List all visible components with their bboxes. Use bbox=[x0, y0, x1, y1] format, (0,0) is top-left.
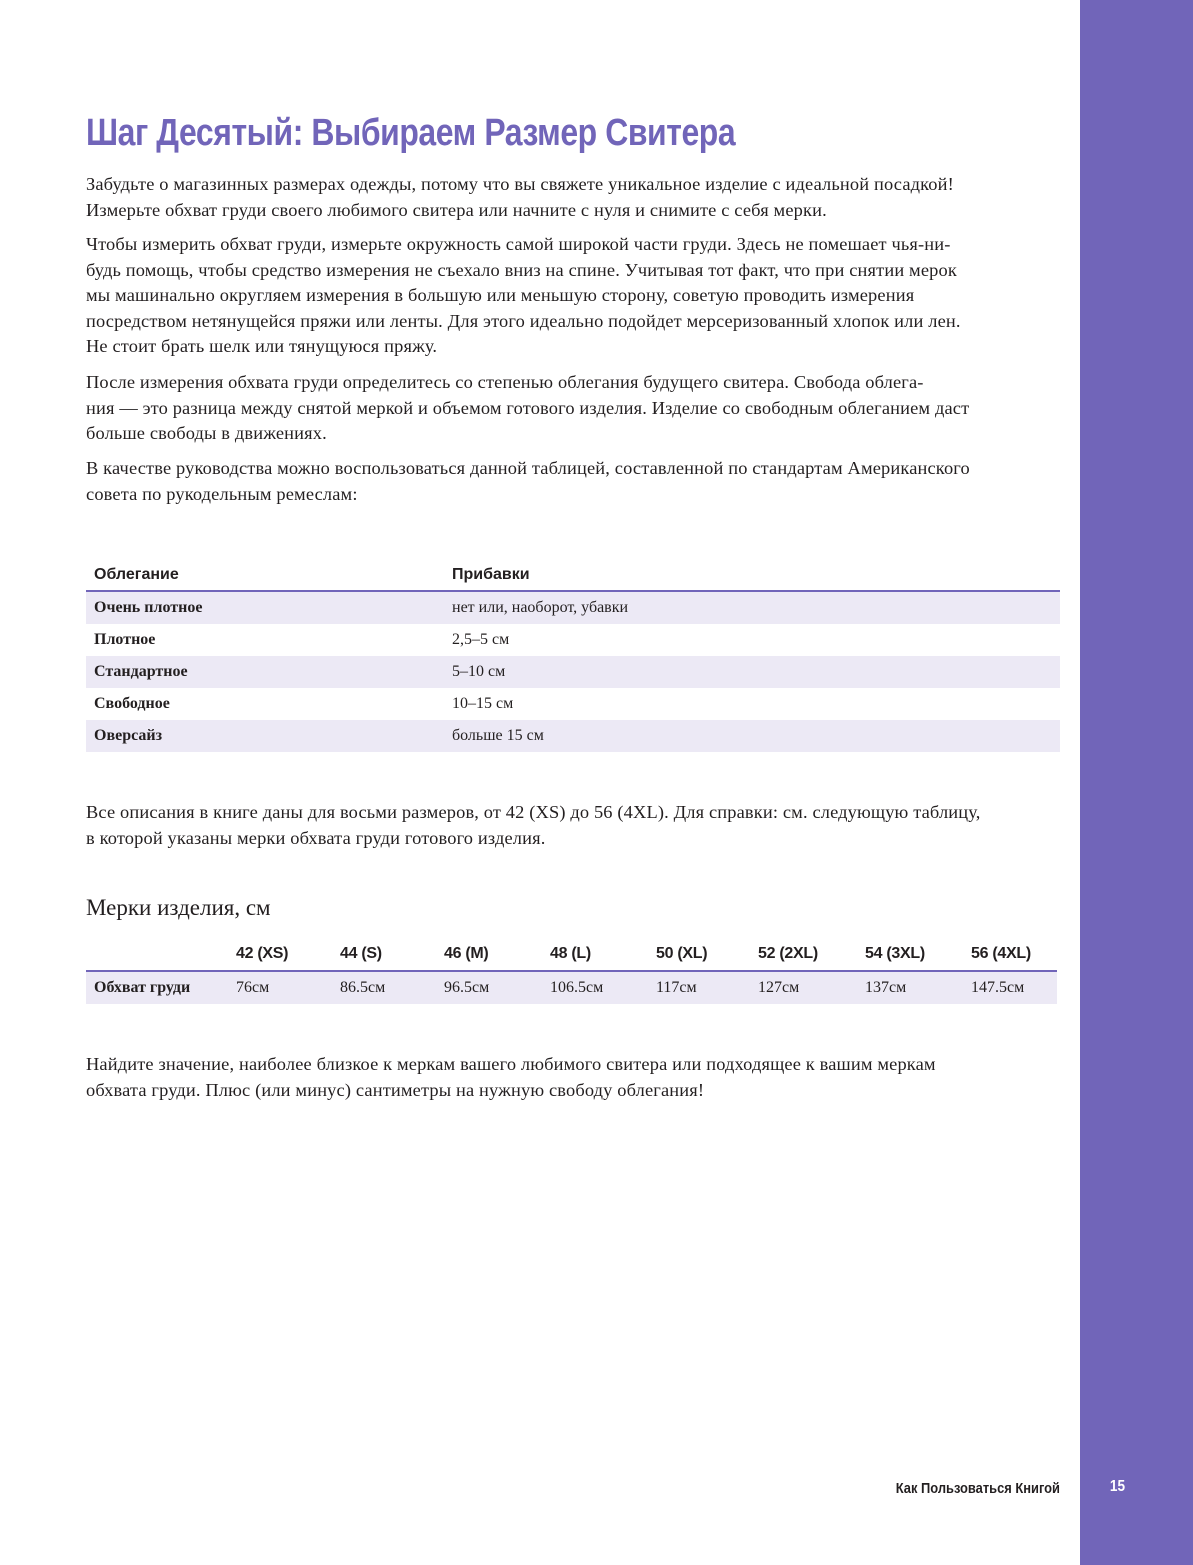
page-title: Шаг Десятый: Выбираем Размер Свитера bbox=[86, 112, 736, 154]
text-line: Найдите значение, наиболее близкое к меркам вашего любимого свитера или подходящее к вашим меркам bbox=[86, 1054, 936, 1074]
chest-value-cell: 147.5см bbox=[971, 971, 1057, 1004]
size-header: 50 (XL) bbox=[656, 938, 758, 971]
fit-name-cell: Свободное bbox=[94, 695, 170, 712]
fit-header-fit: Облегание bbox=[86, 557, 444, 591]
fit-ease-cell: больше 15 см bbox=[444, 720, 1060, 752]
text-line: совета по рукодельным ремеслам: bbox=[86, 483, 358, 504]
table-row bbox=[86, 720, 1060, 752]
text-line: ния — это разница между снятой меркой и объемом готового изделия. Изделие со свободным облеганием даст bbox=[86, 397, 970, 418]
size-header: 42 (XS) bbox=[236, 938, 340, 971]
fit-ease-cell: нет или, наоборот, убавки bbox=[444, 591, 1060, 624]
paragraph-intro bbox=[86, 172, 1066, 223]
size-header: 48 (L) bbox=[550, 938, 656, 971]
table-row bbox=[86, 656, 1060, 688]
fit-name-cell: Стандартное bbox=[86, 656, 444, 688]
size-header: 52 (2XL) bbox=[758, 938, 865, 971]
size-header: 46 (M) bbox=[444, 938, 550, 971]
text-line: Чтобы измерить обхват груди, измерьте окружность самой широкой части груди. Здесь не помешает чья-ни- bbox=[86, 234, 951, 254]
size-header-empty bbox=[86, 938, 236, 971]
paragraph-ease bbox=[86, 370, 1066, 447]
size-header: 44 (S) bbox=[340, 938, 444, 971]
chest-value-cell: 117см bbox=[656, 971, 758, 1004]
running-footer-title: Как Пользоваться Книгой bbox=[895, 1480, 1060, 1497]
text-line: больше свободы в движениях. bbox=[86, 423, 327, 443]
text-line: Забудьте о магазинных размерах одежды, потому что вы свяжете уникальное изделие с идеальной посадкой! bbox=[86, 174, 954, 194]
text-line: После измерения обхвата груди определитесь со степенью облегания будущего свитера. Свобода облега- bbox=[86, 372, 924, 392]
fit-table bbox=[86, 557, 1060, 752]
text-line: посредством нетянущейся пряжи или ленты. Для этого идеально подойдет мерсеризованный хлопок или лен. bbox=[86, 310, 961, 331]
text-line: Измерьте обхват груди своего любимого свитера или начните с нуля и снимите с себя мерки. bbox=[86, 199, 827, 220]
page-number: 15 bbox=[1109, 1478, 1126, 1495]
fit-ease-cell: 5–10 см bbox=[444, 656, 1060, 688]
fit-name-cell: Плотное bbox=[94, 631, 156, 648]
fit-header-ease: Прибавки bbox=[444, 557, 1060, 591]
text-line: обхвата груди. Плюс (или минус) сантиметры на нужную свободу облегания! bbox=[86, 1079, 705, 1100]
size-table-header bbox=[86, 938, 1057, 971]
chest-value-cell: 106.5см bbox=[550, 971, 656, 1004]
text-line: В качестве руководства можно воспользоваться данной таблицей, составленной по стандартам Американского bbox=[86, 458, 970, 478]
paragraph-conclusion bbox=[86, 1052, 1066, 1103]
paragraph-sizes bbox=[86, 800, 1066, 851]
fit-ease-cell: 2,5–5 см bbox=[452, 631, 510, 648]
size-table bbox=[86, 938, 1057, 1004]
fit-ease-cell: 10–15 см bbox=[452, 695, 514, 712]
size-header: 54 (3XL) bbox=[865, 938, 971, 971]
chest-value-cell: 76см bbox=[236, 971, 340, 1004]
table-row bbox=[86, 624, 1060, 656]
text-line: Не стоит брать шелк или тянущуюся пряжу. bbox=[86, 336, 438, 356]
chest-row-label: Обхват груди bbox=[86, 971, 236, 1004]
fit-name-cell: Оверсайз bbox=[86, 720, 444, 752]
text-line: будь помощь, чтобы средство измерения не съехало вниз на спине. Учитывая тот факт, что при снятии мерок bbox=[86, 259, 957, 280]
fit-name-cell: Очень плотное bbox=[86, 591, 444, 624]
size-table-caption: Мерки изделия, см bbox=[86, 895, 271, 920]
chest-value-cell: 127см bbox=[758, 971, 865, 1004]
table-row bbox=[86, 591, 1060, 624]
chest-value-cell: 86.5см bbox=[340, 971, 444, 1004]
fit-table-header bbox=[86, 557, 1060, 591]
table-row bbox=[86, 971, 1057, 1004]
side-color-bar bbox=[1080, 0, 1193, 1565]
chest-value-cell: 96.5см bbox=[444, 971, 550, 1004]
chest-value-cell: 137см bbox=[865, 971, 971, 1004]
table-row bbox=[86, 688, 1060, 720]
paragraph-guide bbox=[86, 456, 1066, 507]
paragraph-measure bbox=[86, 232, 1066, 360]
text-line: в которой указаны мерки обхвата груди готового изделия. bbox=[86, 827, 546, 848]
text-line: мы машинально округляем измерения в большую или меньшую сторону, советую проводить измерения bbox=[86, 285, 915, 305]
size-header: 56 (4XL) bbox=[971, 938, 1057, 971]
text-line: Все описания в книге даны для восьми размеров, от 42 (XS) до 56 (4XL). Для справки: см. следующую таблицу, bbox=[86, 802, 981, 822]
